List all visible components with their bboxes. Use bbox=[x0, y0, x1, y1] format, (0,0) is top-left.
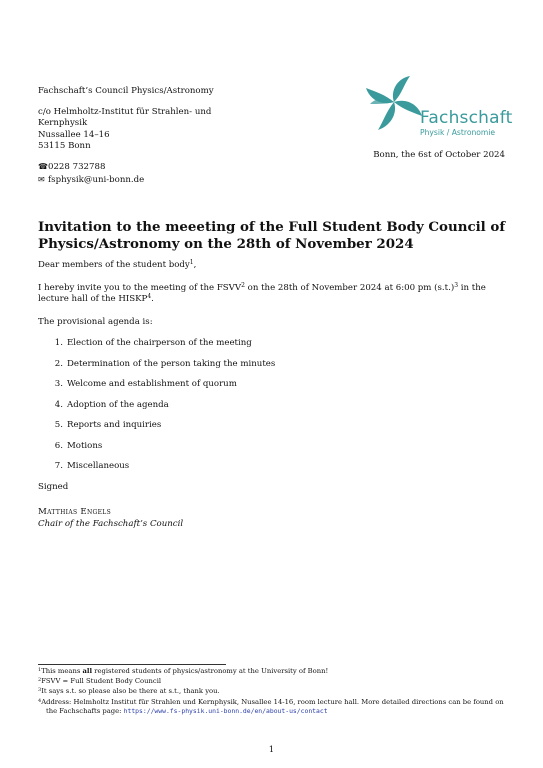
footnote-3-text: It says s.t. so please also be there at s.t., thank you. bbox=[41, 687, 220, 696]
footnote-2 bbox=[38, 676, 508, 686]
letter-date: Bonn, the 6st of October 2024 bbox=[373, 150, 505, 160]
footnote-mark-2: 2 bbox=[241, 281, 245, 289]
greeting-comma: , bbox=[193, 260, 197, 270]
agenda-item-text: Motions bbox=[67, 440, 103, 451]
invite-part-2: on the 28th of November 2024 at 6:00 pm (s.t.) bbox=[244, 282, 455, 293]
agenda-item-number: 5. bbox=[54, 420, 63, 431]
agenda-intro: The provisional agenda is: bbox=[38, 316, 153, 327]
agenda-item bbox=[38, 359, 508, 380]
pinwheel-logo-icon bbox=[364, 72, 424, 134]
envelope-icon: ✉ bbox=[38, 174, 45, 184]
sender-address-line-1: c/o Helmholtz-Institut für Strahlen- und bbox=[38, 106, 212, 117]
agenda-item-number: 6. bbox=[54, 440, 63, 451]
agenda-item-text: Adoption of the agenda bbox=[67, 399, 169, 410]
invite-part-4: . bbox=[151, 294, 154, 305]
footnote-4-text: Address: Helmholtz Institut für Strahlen und Kernphysik, Nusallee 14-16, room lecture hall. More detailed directions can be found on the Fachschafts page: bbox=[41, 697, 504, 715]
footnote-number: 2 bbox=[38, 677, 42, 684]
agenda-item-text: Determination of the person taking the minutes bbox=[67, 358, 276, 369]
logo-title: Fachschaft bbox=[420, 108, 513, 128]
sender-city: 53115 Bonn bbox=[38, 141, 91, 152]
sender-block bbox=[38, 86, 278, 186]
sender-phone-line bbox=[38, 161, 278, 174]
agenda-item bbox=[38, 461, 508, 482]
contact-link[interactable]: https://www.fs-physik.uni-bonn.de/en/about-us/contact bbox=[123, 706, 328, 715]
footnote-mark-1: 1 bbox=[189, 259, 194, 266]
fachschaft-logo bbox=[364, 72, 514, 142]
agenda-item bbox=[38, 338, 508, 359]
footnote-mark-3: 3 bbox=[454, 281, 459, 289]
footnotes bbox=[38, 666, 508, 716]
invite-part-3: in the lecture hall of the HISKP bbox=[38, 282, 486, 305]
footnote-1-emphasis: all bbox=[82, 667, 93, 675]
agenda-item bbox=[38, 379, 508, 400]
greeting-paragraph bbox=[38, 260, 508, 272]
footnote-2-text: FSVV = Full Student Body Council bbox=[41, 677, 162, 686]
agenda-list bbox=[38, 338, 508, 482]
letter-title: Invitation to the meeeting of the Full Student Body Council of Physics/Astronomy on the 28th of November 2024 bbox=[38, 219, 506, 252]
signed-label: Signed bbox=[38, 481, 69, 492]
footnote-1 bbox=[38, 666, 508, 676]
agenda-item bbox=[38, 400, 508, 421]
footnote-number: 3 bbox=[38, 687, 42, 694]
agenda-item bbox=[38, 441, 508, 462]
sender-email-line bbox=[38, 174, 278, 187]
footnote-4 bbox=[38, 697, 508, 716]
logo-subtitle: Physik / Astronomie bbox=[420, 128, 496, 137]
signer-role: Chair of the Fachschaft’s Council bbox=[38, 519, 184, 530]
agenda-item-text: Miscellaneous bbox=[67, 461, 130, 472]
footnote-1-text-a: This means bbox=[41, 667, 83, 675]
letter-body bbox=[38, 260, 508, 531]
phone-icon: ☎ bbox=[38, 161, 48, 171]
agenda-item-text: Reports and inquiries bbox=[67, 420, 162, 431]
invite-part-1: I hereby invite you to the meeting of the FSVV bbox=[38, 282, 242, 293]
signature-block bbox=[38, 499, 508, 530]
sender-org: Fachschaft’s Council Physics/Astronomy bbox=[38, 86, 214, 96]
agenda-item-number: 7. bbox=[54, 461, 63, 472]
agenda-item-number: 3. bbox=[54, 379, 63, 390]
sender-street: Nussallee 14–16 bbox=[38, 129, 110, 140]
footnote-number: 1 bbox=[38, 667, 42, 673]
agenda-item bbox=[38, 420, 508, 441]
footnote-mark-4: 4 bbox=[147, 293, 152, 301]
agenda-item-number: 1. bbox=[54, 338, 63, 349]
sender-phone: 0228 732788 bbox=[48, 161, 106, 172]
sender-email[interactable]: fsphysik@uni-bonn.de bbox=[48, 174, 145, 185]
agenda-item-text: Welcome and establishment of quorum bbox=[67, 379, 237, 390]
signer-name: Matthias Engels bbox=[38, 507, 111, 518]
footnote-1-text-b: registered students of physics/astronomy at the University of Bonn! bbox=[92, 667, 329, 675]
sender-address-line-2: Kernphysik bbox=[38, 118, 88, 129]
footnote-number: 4 bbox=[38, 697, 42, 704]
agenda-item-text: Election of the chairperson of the meeting bbox=[67, 338, 252, 349]
agenda-item-number: 2. bbox=[54, 358, 63, 369]
invitation-paragraph bbox=[38, 283, 508, 306]
footnote-divider bbox=[38, 664, 226, 665]
greeting: Dear members of the student body bbox=[38, 260, 190, 270]
page-number: 1 bbox=[268, 745, 275, 755]
footnote-3 bbox=[38, 686, 508, 696]
agenda-item-number: 4. bbox=[54, 399, 63, 410]
